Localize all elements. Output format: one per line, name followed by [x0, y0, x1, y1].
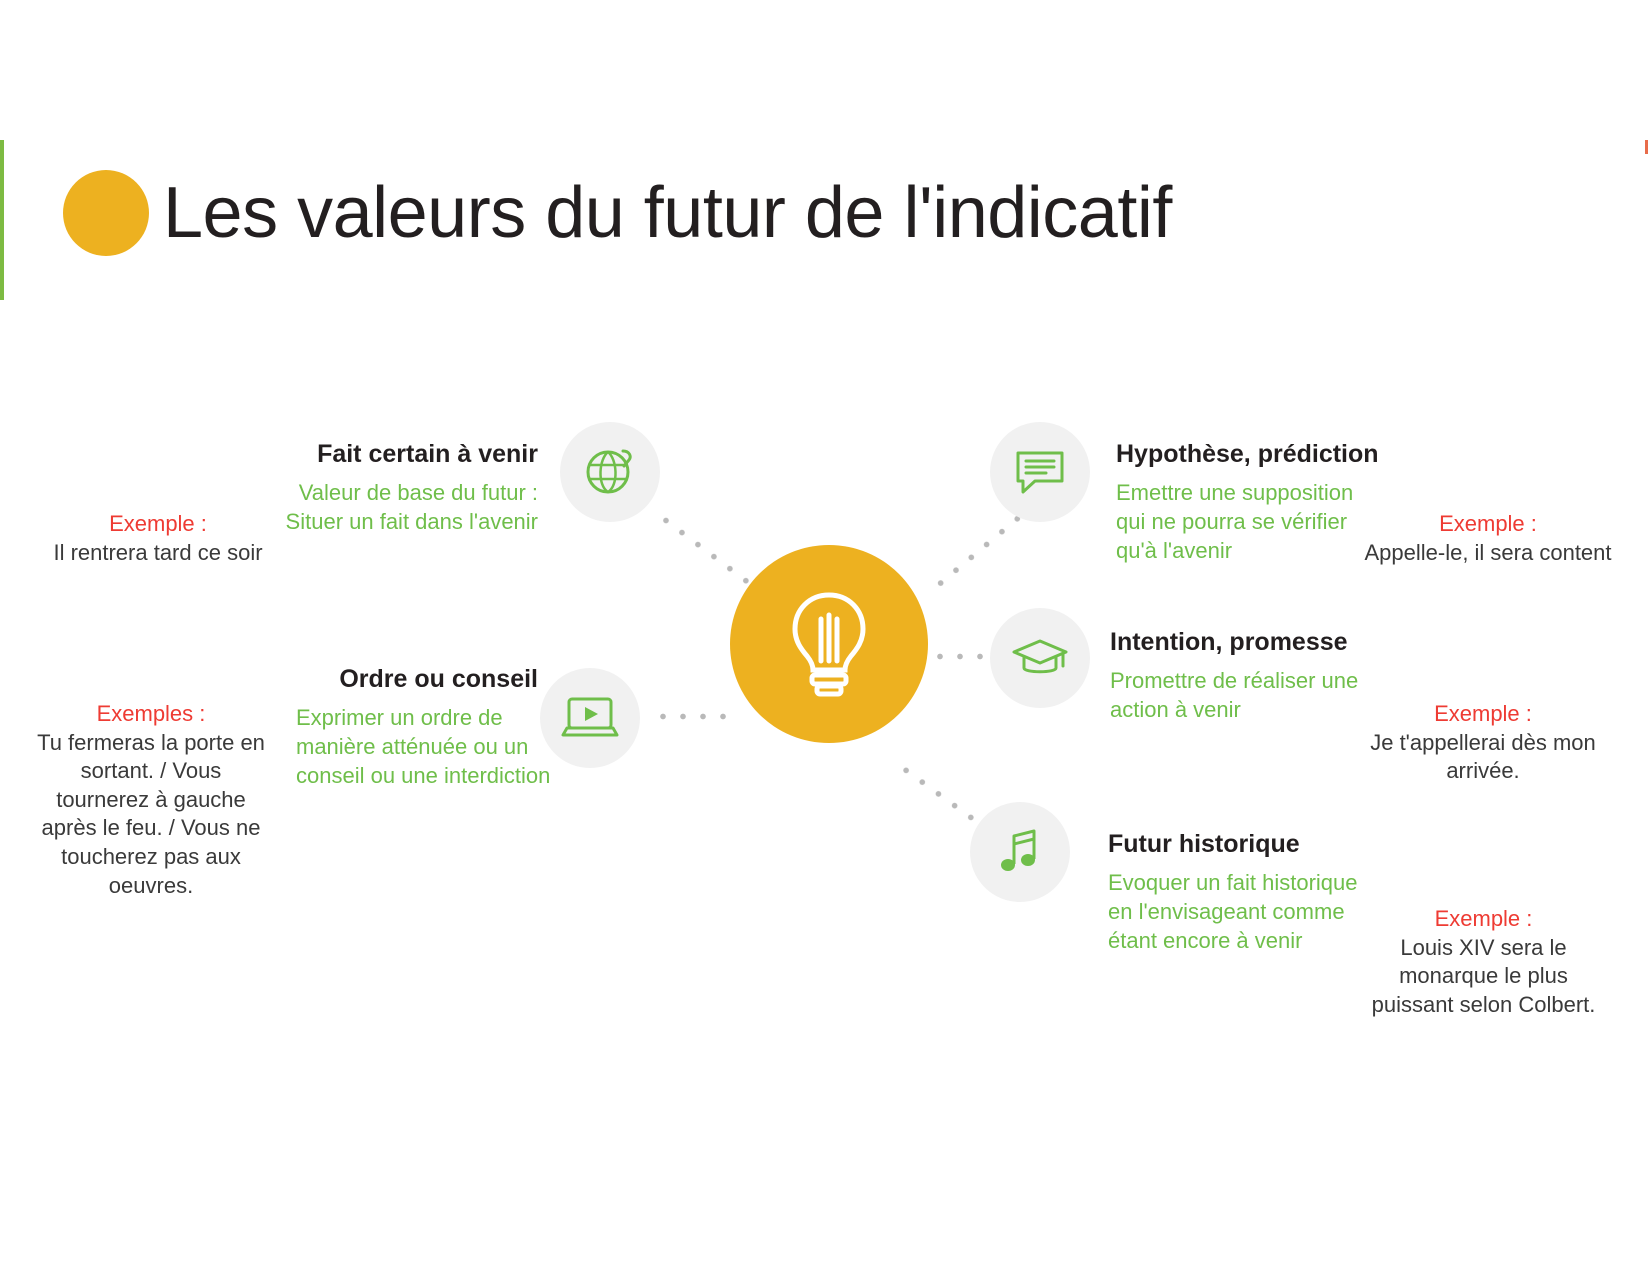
example-text: Louis XIV sera le monarque le plus puissant selon Colbert.	[1371, 934, 1596, 1017]
example-hypothese	[1348, 510, 1628, 567]
example-text: Il rentrera tard ce soir	[53, 539, 263, 565]
node-desc-futur-historique: Evoquer un fait historique en l'envisageant comme étant encore à venir	[1108, 870, 1358, 954]
example-fait-certain	[28, 510, 288, 567]
laptop-video-icon	[561, 693, 619, 743]
example-ordre-conseil	[36, 700, 266, 900]
page-title-text: Les valeurs du futur de l'indicatif	[163, 173, 1172, 253]
node-icon-futur-historique	[970, 802, 1070, 902]
node-title-hypothese: Hypothèse, prédiction	[1116, 440, 1379, 468]
node-desc-intention: Promettre de réaliser une action à venir	[1110, 668, 1359, 723]
example-label: Exemples :	[96, 701, 206, 726]
node-desc-line: Situer un fait dans l'avenir	[285, 509, 538, 535]
node-title-fait-certain: Fait certain à venir	[317, 440, 538, 468]
node-icon-ordre-conseil	[540, 668, 640, 768]
example-label: Exemple :	[109, 511, 207, 536]
node-title-intention: Intention, promesse	[1110, 628, 1348, 656]
lightbulb-icon	[781, 589, 877, 699]
example-futur-historique	[1356, 905, 1611, 1019]
example-intention	[1358, 700, 1608, 786]
left-edge-accent	[0, 140, 4, 300]
connector-intention	[930, 652, 996, 661]
graduation-cap-icon	[1011, 635, 1069, 681]
example-label: Exemple :	[1434, 701, 1532, 726]
slide-canvas	[8, 130, 1642, 1150]
node-icon-hypothese	[990, 422, 1090, 522]
globe-icon	[583, 445, 637, 499]
music-note-icon	[996, 826, 1044, 878]
node-desc-line: Valeur de base du futur :	[298, 480, 538, 505]
right-edge-accent	[1645, 140, 1648, 154]
center-hub	[730, 545, 928, 743]
title-bullet-icon	[63, 170, 149, 256]
connector-ordre-conseil	[653, 712, 733, 721]
example-label: Exemple :	[1434, 906, 1533, 931]
node-title-ordre-conseil: Ordre ou conseil	[339, 665, 538, 693]
speech-bubble-icon	[1013, 447, 1067, 497]
page-title	[63, 170, 1172, 256]
node-desc-hypothese: Emettre une supposition qui ne pourra se vérifier qu'à l'avenir	[1116, 480, 1354, 564]
node-icon-fait-certain	[560, 422, 660, 522]
node-icon-intention	[990, 608, 1090, 708]
node-desc-ordre-conseil: Exprimer un ordre de manière atténuée ou un conseil ou une interdiction	[296, 705, 551, 789]
example-text: Appelle-le, il sera content	[1364, 539, 1612, 565]
example-text: Je t'appellerai dès mon arrivée.	[1370, 729, 1596, 784]
example-text: Tu fermeras la porte en sortant. / Vous tournerez à gauche après le feu. / Vous ne toucherez pas aux oeuvres.	[37, 729, 265, 898]
node-title-futur-historique: Futur historique	[1108, 830, 1300, 858]
example-label: Exemple :	[1439, 511, 1537, 536]
